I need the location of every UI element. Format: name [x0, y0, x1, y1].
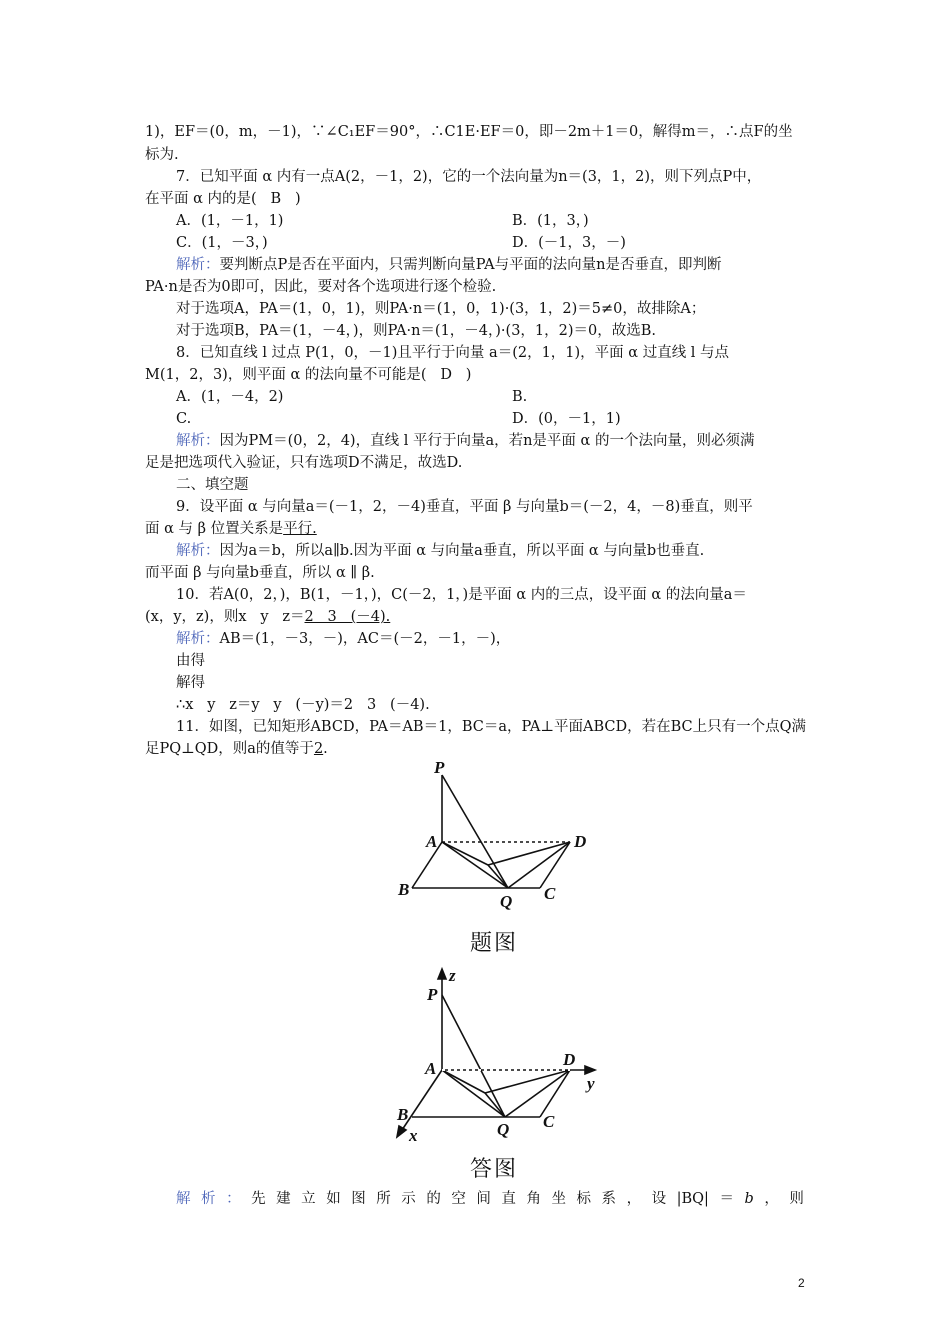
point-d-label: D [563, 1050, 576, 1069]
text-char: 设 [651, 1191, 667, 1207]
figure-caption: 题图 [470, 931, 519, 956]
jiexi-label: 解析： [176, 543, 220, 559]
axis-x-label: x [409, 1126, 418, 1145]
text-char: 间 [476, 1191, 491, 1207]
option-a: A．(1，－1，1) [176, 213, 284, 229]
text-char: 空 [451, 1191, 466, 1207]
jiexi-char: 解 [176, 1191, 191, 1207]
figure-answer [385, 965, 615, 1145]
figure-question [390, 755, 610, 915]
text-line: 解得 [176, 675, 205, 691]
text-line: ∴x y z＝y y (－y)＝2 3 (－4). [176, 697, 430, 713]
question-9: 9．设平面 α 与向量a＝(－1，2，－4)垂直，平面 β 与向量b＝(－2，4，－8)垂直，则平 [176, 499, 753, 515]
point-p-label: P [427, 985, 438, 1004]
solution-9: 解析：因为a＝b，所以a∥b.因为平面 α 与向量a垂直，所以平面 α 与向量b也垂直. [176, 543, 705, 559]
text-line: M(1，2，3)，则平面 α 的法向量不可能是( D ) [145, 367, 472, 383]
text-line: 标为. [145, 147, 179, 163]
jiexi-label: 解析： [176, 257, 220, 273]
text-char: 先 [251, 1191, 266, 1207]
text-char: 系 [601, 1191, 617, 1207]
point-q-label: Q [497, 1120, 510, 1139]
text-line: PA·n是否为0即可，因此，要对各个选项进行逐个检验. [145, 279, 497, 295]
text-char: 如 [326, 1191, 341, 1207]
text-char: 所 [376, 1191, 391, 1207]
point-d-label: D [574, 832, 587, 851]
point-c-label: C [543, 1112, 555, 1131]
point-c-label: C [544, 884, 556, 903]
point-a-label: A [425, 1059, 437, 1078]
text-char: 则 [789, 1191, 804, 1207]
point-b-label: B [398, 880, 410, 899]
option-b: B. [512, 389, 528, 405]
jiexi-label: 解析： [176, 631, 220, 647]
solution-8: 解析：因为PM＝(0，2，4)，直线 l 平行于向量a，若n是平面 α 的一个法向量，则必须满 [176, 433, 755, 449]
question-11: 11．如图，已知矩形ABCD，PA＝AB＝1，BC＝a，PA⊥平面ABCD，若在BC上只有一个点Q满 [176, 719, 807, 735]
text-line: 1)，EF＝(0，m，－1)，∵∠C₁EF＝90°，∴C1E·EF＝0，即－2m＋1＝0，解得m＝，∴点F的坐 [145, 124, 793, 140]
text-line: 而平面 β 与向量b垂直，所以 α ∥ β. [145, 565, 375, 581]
solution-10: 解析：AB＝(1，－3，－)，AC＝(－2，－1，－)， [176, 631, 511, 647]
jiexi-char: 析 [201, 1191, 216, 1207]
text-char: ， [764, 1191, 779, 1207]
solution-7: 解析：要判断点P是否在平面内，只需判断向量PA与平面的法向量n是否垂直，即判断 [176, 257, 722, 273]
point-p-label: P [434, 758, 445, 777]
option-b: B．(1，3，) [512, 213, 589, 229]
answer-10: 2 3 (－4). [304, 609, 391, 625]
text-char: |BQ| [676, 1191, 709, 1207]
text-char: b [744, 1191, 754, 1207]
text-line: 对于选项B，PA＝(1，－4，)，则PA·n＝(1，－4，)·(3，1，2)＝0，故选B. [176, 323, 657, 339]
section-heading: 二、填空题 [176, 477, 249, 493]
axis-y-label: y [587, 1074, 595, 1093]
point-q-label: Q [500, 892, 513, 911]
text-char: 图 [351, 1191, 366, 1207]
text-line: 由得 [176, 653, 205, 669]
point-a-label: A [426, 832, 438, 851]
text-line: 在平面 α 内的是( B ) [145, 191, 301, 207]
page-number: 2 [798, 1276, 805, 1290]
option-c: C. [176, 411, 192, 427]
text-char: 示 [401, 1191, 416, 1207]
text-char: 的 [426, 1191, 441, 1207]
answer-11: 2 [313, 741, 324, 757]
text-line: 足PQ⊥QD，则a的值等于2. [145, 741, 328, 757]
text-char: 建 [276, 1191, 291, 1207]
text-char: 坐 [551, 1191, 566, 1207]
question-10: 10．若A(0，2，)，B(1，－1，)，C(－2，1，)是平面 α 内的三点，设平面 α 的法向量a＝ [176, 587, 747, 603]
question-8: 8．已知直线 l 过点 P(1，0，－1)且平行于向量 a＝(2，1，1)，平面 α 过直线 l 与点 [176, 345, 730, 361]
axis-z-label: z [449, 966, 456, 985]
text-line: 面 α 与 β 位置关系是平行. [145, 521, 317, 537]
text-line: 足是把选项代入验证，只有选项D不满足，故选D. [145, 455, 463, 471]
option-c: C．(1，－3，) [176, 235, 268, 251]
text-line: (x，y，z)，则x y z＝2 3 (－4). [145, 609, 391, 625]
solution-11-start [176, 1189, 804, 1209]
option-d: D．(0，－1，1) [512, 411, 621, 427]
text-char: 角 [526, 1191, 541, 1207]
question-7: 7．已知平面 α 内有一点A(2，－1，2)，它的一个法向量为n＝(3，1，2)，则下列点P中， [176, 169, 762, 185]
text-char: 直 [501, 1191, 516, 1207]
option-a: A．(1，－4，2) [176, 389, 284, 405]
point-b-label: B [397, 1105, 409, 1124]
text-char: ＝ [719, 1191, 734, 1207]
text-line: 对于选项A，PA＝(1，0，1)，则PA·n＝(1，0，1)·(3，1，2)＝5≠0，故排除A； [176, 301, 706, 317]
jiexi-label: 解析： [176, 433, 220, 449]
jiexi-char: ： [226, 1191, 241, 1207]
option-d: D．(－1，3，－) [512, 235, 626, 251]
text-char: ， [626, 1191, 642, 1207]
answer-9: 平行. [283, 521, 317, 537]
figure-caption: 答图 [470, 1157, 519, 1182]
text-char: 立 [301, 1191, 316, 1207]
text-char: 标 [576, 1191, 591, 1207]
